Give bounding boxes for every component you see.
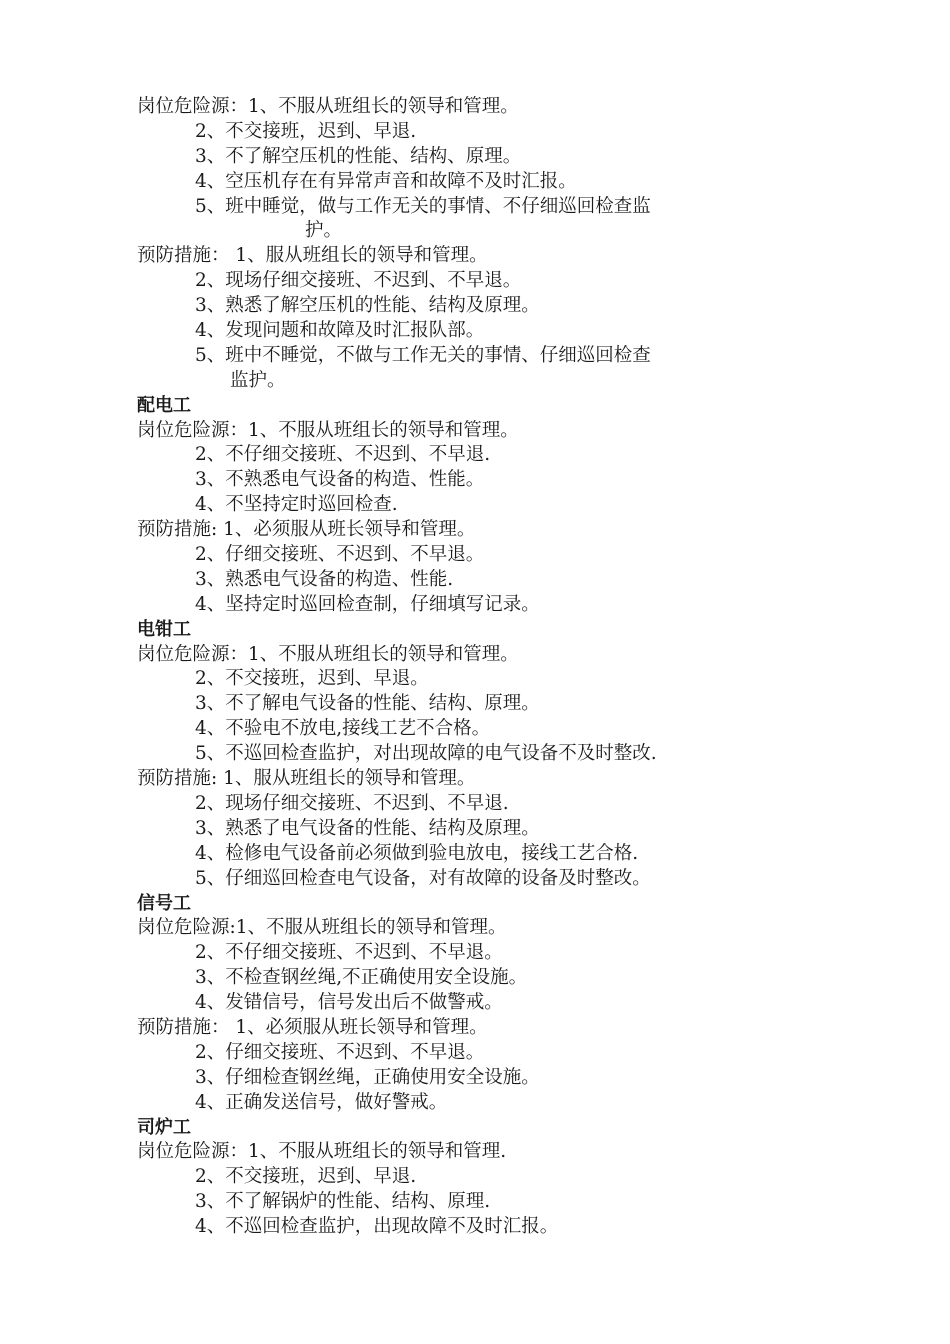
- document-line: 2、不交接班，迟到、早退。: [195, 668, 429, 690]
- document-line: 岗位危险源：1、不服从班组长的领导和管理。: [137, 643, 519, 665]
- document-line: 3、熟悉了解空压机的性能、结构及原理。: [195, 295, 540, 317]
- document-line: 5、不巡回检查监护，对出现故障的电气设备不及时整改.: [195, 743, 657, 765]
- document-line: 4、不验电不放电,接线工艺不合格。: [195, 718, 491, 740]
- document-line: 岗位危险源：1、不服从班组长的领导和管理.: [137, 1141, 507, 1163]
- document-line: 4、坚持定时巡回检查制，仔细填写记录。: [195, 593, 540, 615]
- document-line: 4、不巡回检查监护，出现故障不及时汇报。: [195, 1216, 559, 1238]
- document-line: 4、正确发送信号，做好警戒。: [195, 1091, 448, 1113]
- document-line: 3、不检查钢丝绳,不正确使用安全设施。: [195, 967, 528, 989]
- document-line: 2、现场仔细交接班、不迟到、不早退.: [195, 792, 509, 814]
- document-line: 3、不了解空压机的性能、结构、原理。: [195, 145, 522, 167]
- document-line: 2、仔细交接班、不迟到、不早退。: [195, 1041, 485, 1063]
- document-line: 3、不熟悉电气设备的构造、性能。: [195, 469, 485, 491]
- section-heading: 信号工: [137, 892, 191, 914]
- section-heading: 配电工: [137, 394, 191, 416]
- document-line: 4、检修电气设备前必须做到验电放电，接线工艺合格.: [195, 842, 639, 864]
- document-line: 2、现场仔细交接班、不迟到、不早退。: [195, 270, 522, 292]
- document-line: 预防措施： 1、服从班组长的领导和管理。: [137, 245, 488, 267]
- document-line: 2、不仔细交接班、不迟到、不早退.: [195, 444, 491, 466]
- document-line: 预防措施： 1、必须服从班长领导和管理。: [137, 1016, 488, 1038]
- document-line: 2、不交接班，迟到、早退.: [195, 120, 417, 142]
- document-line: 岗位危险源：1、不服从班组长的领导和管理。: [137, 96, 519, 117]
- document-line: 4、不坚持定时巡回检查.: [195, 494, 398, 516]
- section-heading: 司炉工: [137, 1116, 191, 1138]
- document-line: 3、仔细检查钢丝绳，正确使用安全设施。: [195, 1066, 540, 1088]
- document-line: 监护。: [230, 369, 286, 391]
- document-line: 4、空压机存在有异常声音和故障不及时汇报。: [195, 170, 577, 192]
- document-line: 2、不仔细交接班、不迟到、不早退。: [195, 942, 503, 964]
- document-line: 护。: [305, 220, 343, 242]
- document-line: 预防措施: 1、必须服从班长领导和管理。: [137, 519, 476, 541]
- document-line: 岗位危险源：1、不服从班组长的领导和管理。: [137, 419, 519, 441]
- document-line: 岗位危险源:1、不服从班组长的领导和管理。: [137, 917, 507, 939]
- document-line: 预防措施: 1、服从班组长的领导和管理。: [137, 768, 476, 790]
- document-line: 2、仔细交接班、不迟到、不早退。: [195, 544, 485, 566]
- document-line: 2、不交接班，迟到、早退.: [195, 1166, 417, 1188]
- section-heading: 电钳工: [137, 618, 191, 640]
- document-line: 3、熟悉了电气设备的性能、结构及原理。: [195, 817, 540, 839]
- document-line: 3、不了解电气设备的性能、结构、原理。: [195, 693, 540, 715]
- document-line: 3、熟悉电气设备的构造、性能.: [195, 568, 454, 590]
- document-line: 5、仔细巡回检查电气设备，对有故障的设备及时整改。: [195, 867, 651, 889]
- document-body: [137, 95, 777, 1240]
- document-line: 4、发现问题和故障及时汇报队部。: [195, 320, 485, 342]
- document-line: 5、班中睡觉，做与工作无关的事情、不仔细巡回检查监: [195, 195, 651, 217]
- document-line: 4、发错信号，信号发出后不做警戒。: [195, 992, 503, 1014]
- document-line: 5、班中不睡觉，不做与工作无关的事情、仔细巡回检查: [195, 344, 651, 366]
- document-line: 3、不了解锅炉的性能、结构、原理.: [195, 1191, 491, 1213]
